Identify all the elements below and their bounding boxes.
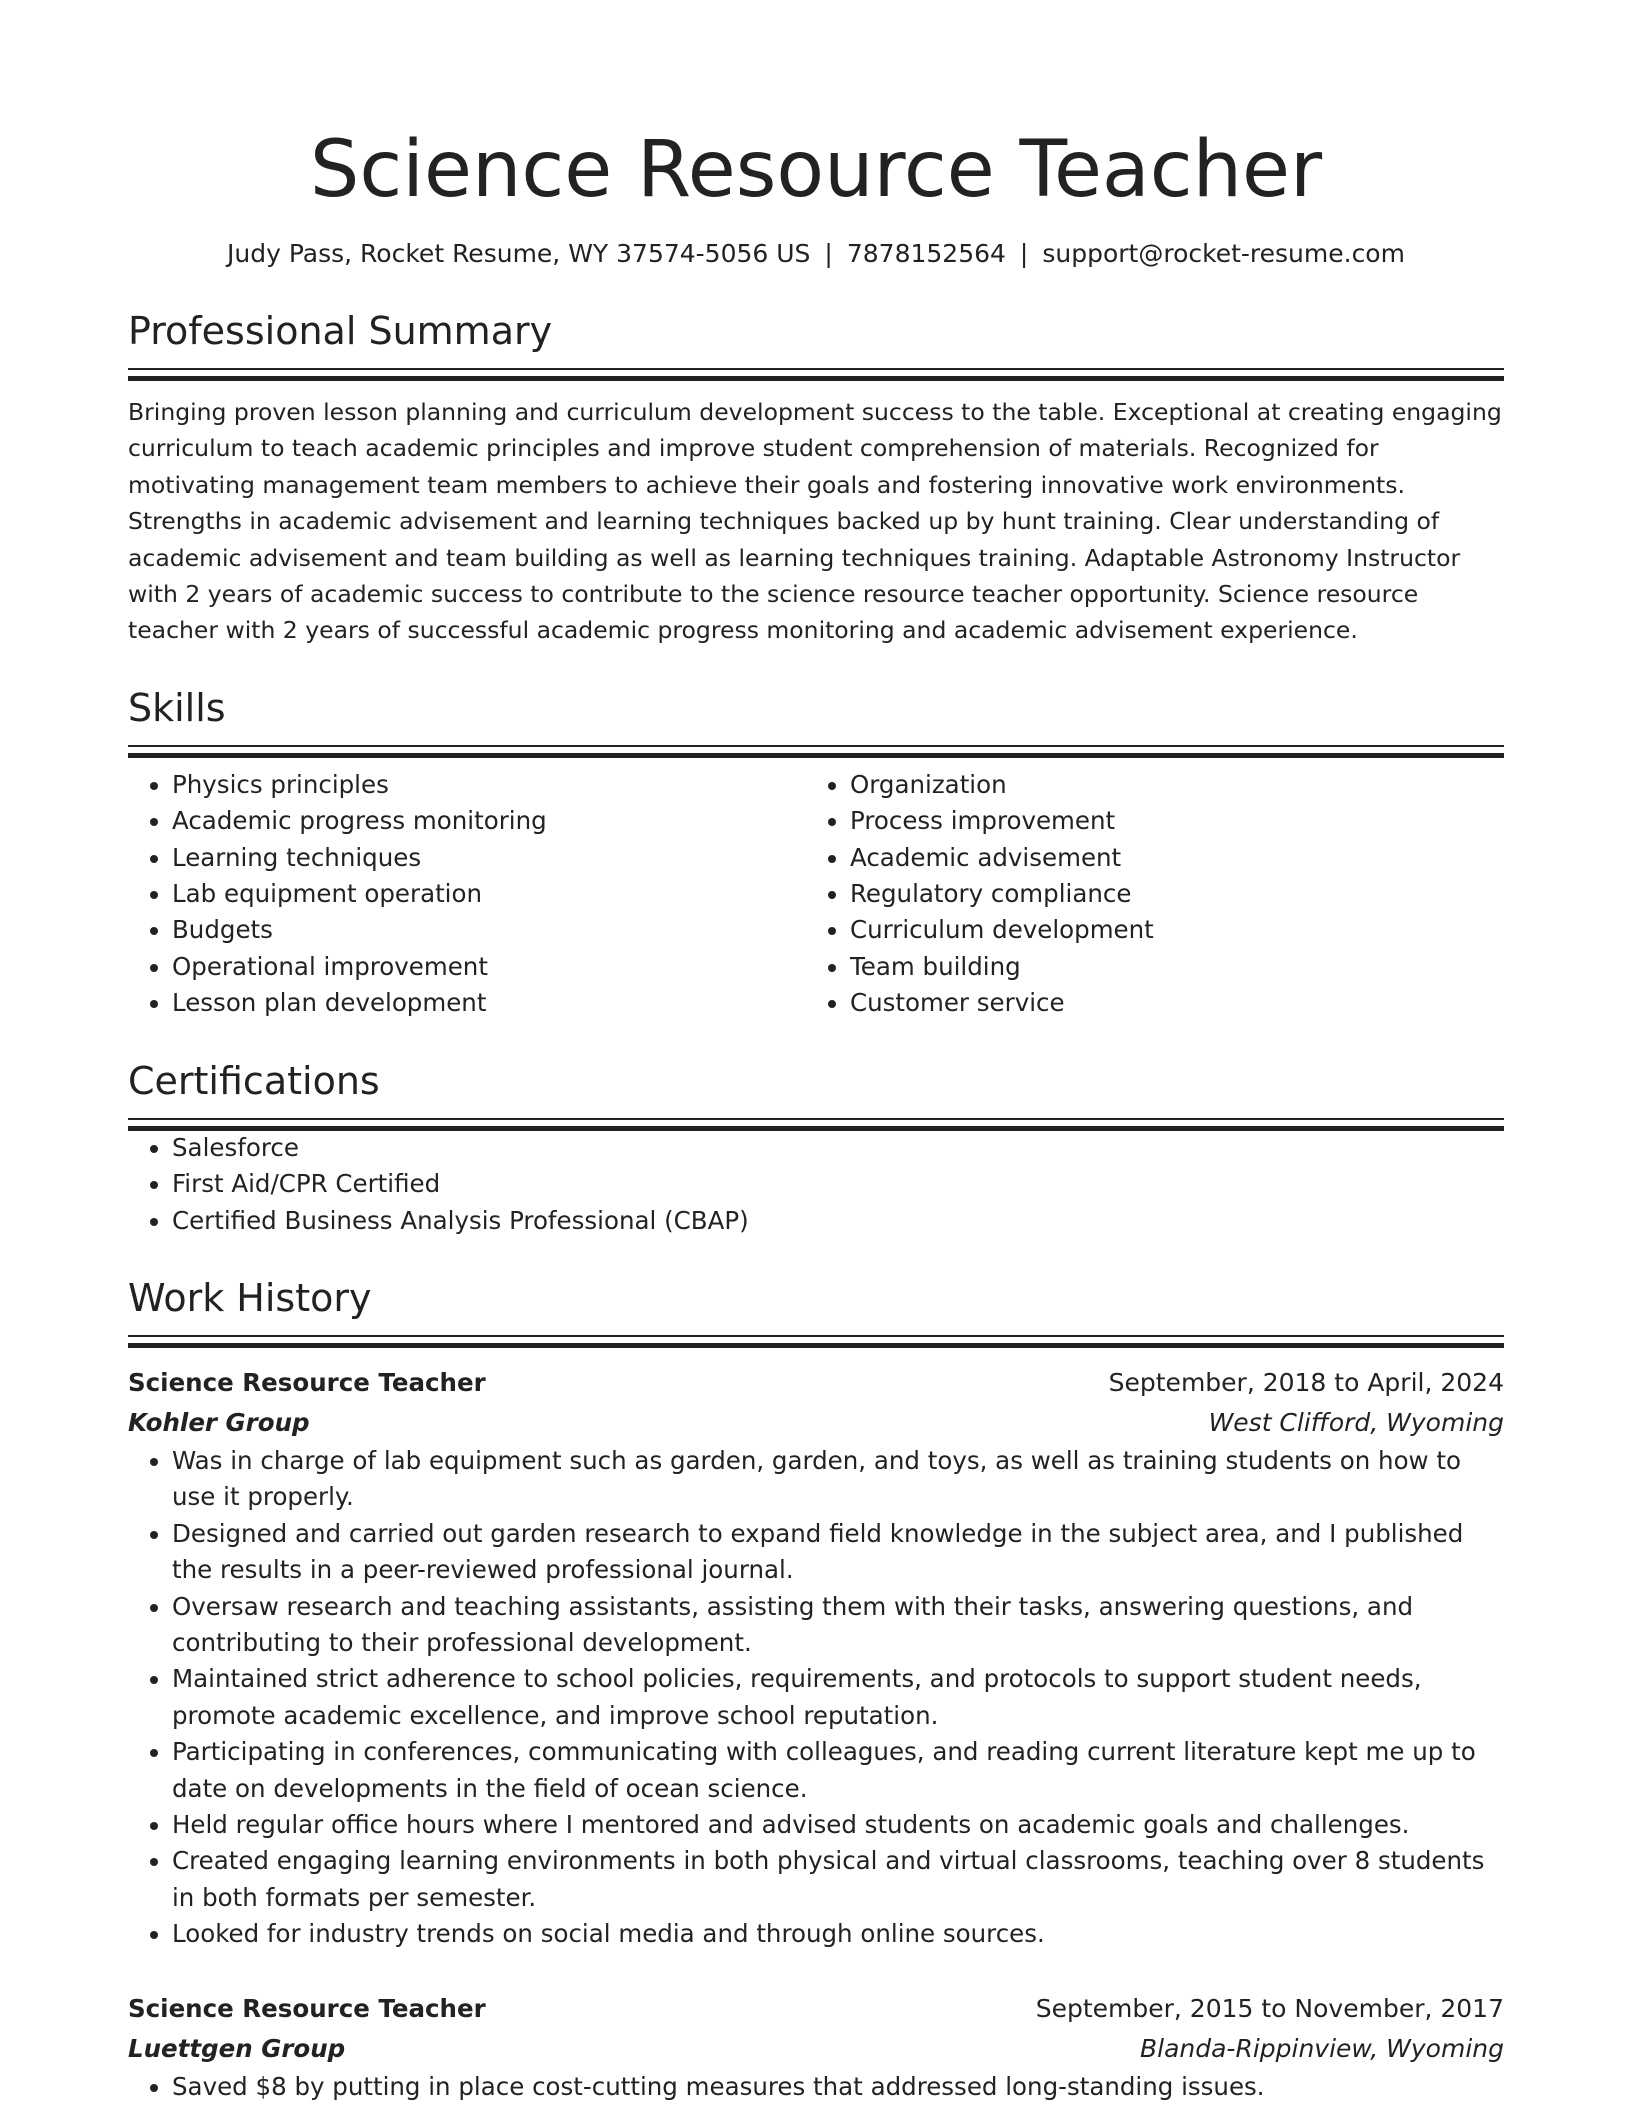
job-duties-list [128,1443,1504,1953]
job-location: West Clifford, Wyoming [1208,1407,1504,1437]
contact-email: support@rocket-resume.com [1042,239,1405,268]
job-duty-item: • Held regular office hours where I mentored and advised students on academic goals and challenges. [172,1807,1504,1843]
contact-address: Judy Pass, Rocket Resume, WY 37574-5056 US [227,239,811,268]
job-duty-item: • Maintained strict adherence to school policies, requirements, and protocols to support student needs, promote academic excellence, and improve school reputation. [172,1661,1504,1734]
summary-heading: Professional Summary [128,309,553,353]
job-dates: September, 2018 to April, 2024 [1108,1367,1504,1397]
contact-line [128,236,1504,272]
job-dates: September, 2015 to November, 2017 [1035,1993,1504,2023]
skills-heading: Skills [128,685,226,730]
certifications-section [128,1056,1504,1239]
work-history-section [128,1273,1504,2105]
job-company-row [128,1403,1504,1443]
skills-grid [128,767,1504,1022]
job-header-row [128,1363,1504,1403]
certification-item: • First Aid/CPR Certified [172,1166,1504,1202]
resume-title: Science Resource Teacher [309,125,1323,215]
contact-separator: | [1019,239,1029,268]
section-divider [128,1118,1504,1130]
summary-text: Bringing proven lesson planning and curriculum development success to the table. Exceptional at creating engaging curriculum to teach academic principles and improve student comprehension of materials. Recognized for motivating management team members to achieve their goals and fostering innovative work environments. Strengths in academic advisement and learning techniques backed up by hunt training. Clear understanding of academic advisement and team building as well as learning techniques training. Adaptable Astronomy Instructor with 2 years of academic success to contribute to the science resource teacher opportunity. Science resource teacher with 2 years of successful academic progress monitoring and academic advisement experience. [128,398,1502,645]
section-divider [128,745,1504,757]
skill-item: • Lab equipment operation [172,876,806,912]
skills-list-right [806,767,1484,1022]
skills-column-right [806,767,1484,1022]
job-duties-list [128,2069,1504,2105]
skill-item: • Academic progress monitoring [172,803,806,839]
skill-item: • Operational improvement [172,949,806,985]
section-divider [128,1335,1504,1347]
job-title: Science Resource Teacher [128,1367,486,1397]
job-duty-item: • Was in charge of lab equipment such as garden, garden, and toys, as well as training students on how to use it properly. [172,1443,1504,1516]
job-duty-item: • Designed and carried out garden research to expand field knowledge in the subject area, and I published the results in a peer-reviewed professional journal. [172,1516,1504,1589]
work-history-heading: Work History [128,1275,372,1320]
job-title: Science Resource Teacher [128,1993,486,2023]
contact-phone: 7878152564 [846,239,1006,268]
summary-section [128,306,1504,649]
job-duty-item: • Saved $8 by putting in place cost-cutting measures that addressed long-standing issues. [172,2069,1504,2105]
certification-item: • Certified Business Analysis Professional (CBAP) [172,1203,1504,1239]
job-company-row [128,2029,1504,2069]
skill-item: • Process improvement [850,803,1484,839]
job-company: Luettgen Group [128,2033,346,2063]
certifications-heading: Certifications [128,1058,380,1103]
skill-item: • Curriculum development [850,912,1484,948]
job-entry [128,1363,1504,1953]
contact-separator: | [824,239,833,268]
job-entry [128,1989,1504,2105]
job-duty-item: • Created engaging learning environments in both physical and virtual classrooms, teaching over 8 students in both formats per semester. [172,1843,1504,1916]
skill-item: • Learning techniques [172,840,806,876]
job-company: Kohler Group [128,1407,310,1437]
skill-item: • Organization [850,767,1484,803]
job-duty-item: • Participating in conferences, communicating with colleagues, and reading current literature kept me up to date on developments in the field of ocean science. [172,1734,1504,1807]
job-duty-item: • Looked for industry trends on social media and through online sources. [172,1916,1504,1952]
certification-item: • Salesforce [172,1130,1504,1166]
section-divider [128,368,1504,380]
skill-item: • Team building [850,949,1484,985]
skill-item: • Academic advisement [850,840,1484,876]
skills-section [128,683,1504,1022]
skill-item: • Customer service [850,985,1484,1021]
job-location: Blanda-Rippinview, Wyoming [1139,2033,1504,2063]
skill-item: • Physics principles [172,767,806,803]
skills-column-left [128,767,806,1022]
skills-list-left [128,767,806,1022]
certifications-list [128,1130,1504,1239]
skill-item: • Regulatory compliance [850,876,1484,912]
job-duty-item: • Oversaw research and teaching assistants, assisting them with their tasks, answering questions, and contributing to their professional development. [172,1589,1504,1662]
skill-item: • Budgets [172,912,806,948]
skill-item: • Lesson plan development [172,985,806,1021]
job-header-row [128,1989,1504,2029]
resume-page [128,118,1504,2105]
